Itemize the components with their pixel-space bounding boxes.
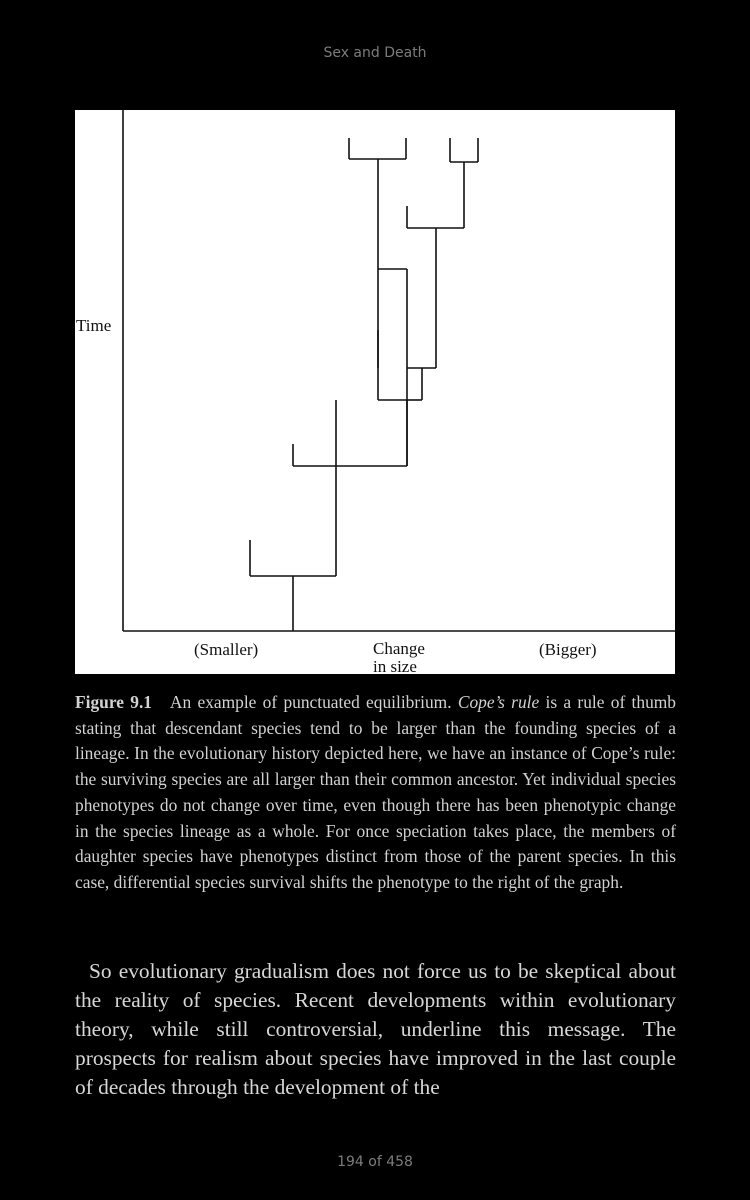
body-text bbox=[75, 957, 676, 1102]
x-label-bigger: (Bigger) bbox=[539, 640, 597, 659]
page-indicator: 194 of 458 bbox=[337, 1154, 413, 1170]
phylogeny-diagram bbox=[75, 110, 675, 674]
y-axis-label: Time bbox=[76, 316, 112, 335]
x-label-in-size: in size bbox=[373, 657, 417, 674]
x-label-smaller: (Smaller) bbox=[194, 640, 259, 659]
caption-lead: An example of punctuated equilibrium. bbox=[169, 692, 458, 712]
caption-rest: is a rule of thumb stating that descendant species tend to be larger than the founding species of a lineage. In the evolutionary history depicted here, we have an instance of Cope’s rule: the surviving species are all larger than their common ancestor. Yet individual species phenotypes do not change over time, even though there has been phenotypic change in the species lineage as a whole. For once speciation takes place, the members of daughter species have phenotypes distinct from those of the parent species. In this case, differential species survival shifts the phenotype to the right of the graph. bbox=[75, 692, 676, 892]
figure-caption bbox=[75, 690, 676, 896]
branch-lines bbox=[250, 138, 478, 631]
figure-label: Figure 9.1 bbox=[75, 692, 152, 712]
x-label-change: Change bbox=[373, 639, 425, 658]
running-title: Sex and Death bbox=[323, 45, 427, 61]
body-paragraph: So evolutionary gradualism does not force us to be skeptical about the reality of species. Recent developments within evolutionary theory, while still controversial, underline this message. The prospects for realism about species have improved in the last couple of decades through the development of the bbox=[75, 959, 676, 1099]
figure-punctuated-equilibrium bbox=[75, 110, 675, 674]
caption-term: Cope’s rule bbox=[457, 692, 540, 712]
